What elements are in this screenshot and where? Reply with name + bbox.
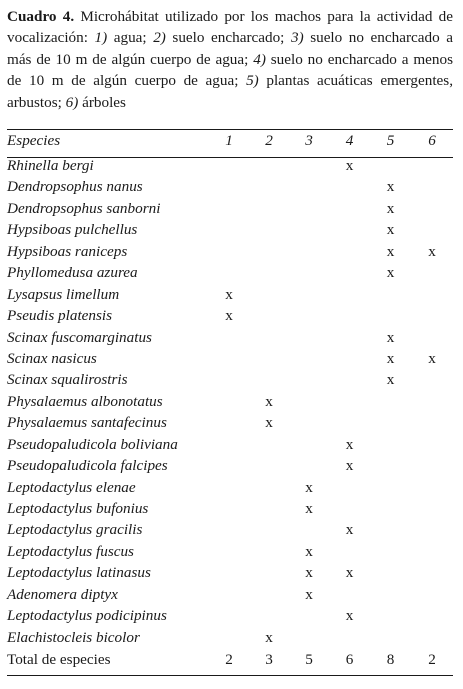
table-row bbox=[7, 541, 453, 562]
species-name: Rhinella bergi bbox=[7, 157, 94, 174]
presence-mark: x bbox=[345, 435, 354, 453]
species-name: Leptodactylus elenae bbox=[7, 478, 136, 496]
column-header-1: 1 bbox=[225, 132, 233, 149]
caption-item-text: suelo no encharcado a menos de 10 m de algún cuerpo de agua; bbox=[7, 50, 454, 90]
empty-cell bbox=[209, 327, 249, 348]
species-name: Dendropsophus nanus bbox=[7, 178, 143, 196]
empty-cell bbox=[411, 284, 453, 305]
empty-cell bbox=[411, 541, 453, 562]
empty-cell bbox=[249, 219, 289, 240]
caption-item-text: suelo encharcado; bbox=[165, 29, 291, 47]
empty-cell bbox=[370, 412, 411, 433]
total-count: 3 bbox=[265, 651, 273, 669]
species-name: Scinax fuscomarginatus bbox=[7, 328, 152, 346]
empty-cell bbox=[249, 176, 289, 197]
presence-mark: x bbox=[428, 242, 436, 260]
empty-cell bbox=[209, 455, 249, 476]
caption-item-number: 1) bbox=[94, 29, 108, 47]
presence-mark: x bbox=[305, 585, 313, 603]
empty-cell bbox=[370, 605, 411, 626]
microhabitat-table bbox=[7, 132, 453, 672]
species-name: Hypsiboas pulchellus bbox=[7, 221, 138, 239]
empty-cell bbox=[289, 176, 329, 197]
table-row bbox=[7, 284, 453, 305]
empty-cell bbox=[289, 284, 329, 305]
table-row bbox=[7, 176, 453, 197]
presence-mark: x bbox=[386, 221, 395, 239]
presence-mark: x bbox=[305, 478, 313, 496]
species-name: Pseudopaludicola boliviana bbox=[7, 435, 178, 453]
column-header-5: 5 bbox=[386, 132, 395, 149]
empty-cell bbox=[411, 605, 453, 626]
species-name: Leptodactylus latinasus bbox=[7, 564, 151, 582]
empty-cell bbox=[289, 198, 329, 219]
presence-mark: x bbox=[386, 178, 395, 196]
empty-cell bbox=[329, 241, 370, 262]
empty-cell bbox=[249, 541, 289, 562]
table-row bbox=[7, 262, 453, 283]
presence-mark: x bbox=[305, 500, 313, 517]
empty-cell bbox=[209, 155, 249, 176]
table-row bbox=[7, 241, 453, 262]
empty-cell bbox=[249, 562, 289, 583]
table-row bbox=[7, 498, 453, 519]
table-bottom-rule bbox=[7, 675, 453, 676]
empty-cell bbox=[329, 498, 370, 519]
empty-cell bbox=[329, 541, 370, 562]
empty-cell bbox=[289, 455, 329, 476]
empty-cell bbox=[289, 412, 329, 433]
empty-cell bbox=[329, 219, 370, 240]
empty-cell bbox=[209, 262, 249, 283]
species-name: Leptodactylus fuscus bbox=[7, 542, 134, 560]
empty-cell bbox=[329, 305, 370, 326]
empty-cell bbox=[249, 327, 289, 348]
empty-cell bbox=[209, 627, 249, 648]
species-name: Lysapsus limellum bbox=[7, 285, 120, 303]
column-header-2: 2 bbox=[265, 132, 273, 149]
empty-cell bbox=[249, 434, 289, 455]
empty-cell bbox=[370, 627, 411, 648]
total-row bbox=[7, 648, 453, 672]
empty-cell bbox=[209, 176, 249, 197]
table-row bbox=[7, 155, 453, 176]
empty-cell bbox=[249, 605, 289, 626]
empty-cell bbox=[249, 477, 289, 498]
empty-cell bbox=[209, 519, 249, 540]
species-name: Phyllomedusa azurea bbox=[7, 264, 138, 282]
species-name: Leptodactylus podicipinus bbox=[7, 607, 167, 625]
presence-mark: x bbox=[265, 628, 273, 646]
empty-cell bbox=[370, 305, 411, 326]
empty-cell bbox=[329, 262, 370, 283]
empty-cell bbox=[329, 627, 370, 648]
empty-cell bbox=[370, 562, 411, 583]
empty-cell bbox=[411, 305, 453, 326]
empty-cell bbox=[370, 284, 411, 305]
empty-cell bbox=[329, 176, 370, 197]
empty-cell bbox=[209, 605, 249, 626]
presence-mark: x bbox=[386, 328, 395, 346]
presence-mark: x bbox=[386, 264, 395, 282]
table-row bbox=[7, 562, 453, 583]
empty-cell bbox=[289, 519, 329, 540]
caption-item-number: 4) bbox=[253, 50, 266, 68]
empty-cell bbox=[289, 369, 329, 390]
empty-cell bbox=[289, 219, 329, 240]
caption-item-number: 5) bbox=[246, 72, 259, 90]
total-count: 2 bbox=[428, 651, 436, 669]
total-count: 5 bbox=[305, 651, 313, 669]
empty-cell bbox=[249, 519, 289, 540]
empty-cell bbox=[329, 198, 370, 219]
species-name: Physalaemus santafecinus bbox=[7, 414, 167, 432]
empty-cell bbox=[411, 327, 453, 348]
species-name: Elachistocleis bicolor bbox=[7, 628, 140, 646]
table-row bbox=[7, 605, 453, 626]
empty-cell bbox=[370, 155, 411, 176]
empty-cell bbox=[209, 434, 249, 455]
empty-cell bbox=[249, 305, 289, 326]
empty-cell bbox=[411, 498, 453, 519]
total-count: 2 bbox=[225, 651, 233, 669]
empty-cell bbox=[329, 584, 370, 605]
empty-cell bbox=[289, 391, 329, 412]
species-name: Leptodactylus bufonius bbox=[7, 500, 149, 517]
table-row bbox=[7, 584, 453, 605]
table-row bbox=[7, 305, 453, 326]
empty-cell bbox=[249, 584, 289, 605]
table-caption bbox=[7, 6, 453, 113]
empty-cell bbox=[329, 391, 370, 412]
empty-cell bbox=[370, 391, 411, 412]
caption-label: Cuadro 4. bbox=[7, 8, 75, 25]
empty-cell bbox=[209, 391, 249, 412]
empty-cell bbox=[370, 584, 411, 605]
table-row bbox=[7, 327, 453, 348]
table-row bbox=[7, 412, 453, 433]
presence-mark: x bbox=[386, 371, 395, 389]
empty-cell bbox=[249, 198, 289, 219]
presence-mark: x bbox=[345, 564, 354, 582]
empty-cell bbox=[370, 477, 411, 498]
presence-mark: x bbox=[345, 607, 354, 625]
empty-cell bbox=[411, 198, 453, 219]
total-label: Total de especies bbox=[7, 651, 111, 669]
empty-cell bbox=[411, 219, 453, 240]
caption-item-number: 3) bbox=[290, 29, 304, 47]
empty-cell bbox=[289, 434, 329, 455]
empty-cell bbox=[209, 477, 249, 498]
caption-item-number: 6) bbox=[65, 93, 79, 111]
empty-cell bbox=[329, 369, 370, 390]
empty-cell bbox=[411, 455, 453, 476]
column-header-3: 3 bbox=[305, 132, 313, 149]
table-row bbox=[7, 455, 453, 476]
presence-mark: x bbox=[386, 199, 395, 217]
empty-cell bbox=[289, 327, 329, 348]
species-name: Hypsiboas raniceps bbox=[7, 242, 128, 260]
empty-cell bbox=[411, 562, 453, 583]
empty-cell bbox=[411, 369, 453, 390]
empty-cell bbox=[411, 176, 453, 197]
empty-cell bbox=[370, 498, 411, 519]
empty-cell bbox=[289, 305, 329, 326]
table-row bbox=[7, 391, 453, 412]
empty-cell bbox=[209, 541, 249, 562]
table-top-rule bbox=[7, 129, 453, 130]
species-name: Pseudopaludicola falcipes bbox=[7, 457, 168, 475]
empty-cell bbox=[249, 262, 289, 283]
empty-cell bbox=[209, 198, 249, 219]
presence-mark: x bbox=[386, 242, 395, 260]
empty-cell bbox=[289, 627, 329, 648]
empty-cell bbox=[209, 219, 249, 240]
column-header-6: 6 bbox=[428, 132, 436, 149]
species-column-header: Especies bbox=[7, 132, 61, 149]
presence-mark: x bbox=[225, 285, 233, 303]
empty-cell bbox=[209, 498, 249, 519]
species-name: Scinax squalirostris bbox=[7, 371, 128, 389]
column-header-4: 4 bbox=[345, 132, 354, 149]
empty-cell bbox=[249, 284, 289, 305]
empty-cell bbox=[411, 477, 453, 498]
empty-cell bbox=[209, 369, 249, 390]
presence-mark: x bbox=[305, 564, 313, 582]
presence-mark: x bbox=[305, 542, 313, 560]
empty-cell bbox=[209, 348, 249, 369]
caption-item-text: plantas acuáticas emergentes, arbustos; bbox=[7, 72, 453, 111]
empty-cell bbox=[329, 477, 370, 498]
header-row bbox=[7, 132, 453, 155]
table-row bbox=[7, 627, 453, 648]
empty-cell bbox=[411, 519, 453, 540]
species-name: Leptodactylus gracilis bbox=[7, 521, 143, 539]
empty-cell bbox=[209, 562, 249, 583]
empty-cell bbox=[249, 498, 289, 519]
presence-mark: x bbox=[386, 349, 395, 367]
empty-cell bbox=[209, 412, 249, 433]
empty-cell bbox=[411, 584, 453, 605]
empty-cell bbox=[411, 434, 453, 455]
total-count: 6 bbox=[345, 651, 354, 669]
table-row bbox=[7, 519, 453, 540]
empty-cell bbox=[329, 348, 370, 369]
caption-item-number: 2) bbox=[153, 29, 166, 47]
table-body bbox=[7, 155, 453, 672]
empty-cell bbox=[289, 241, 329, 262]
empty-cell bbox=[411, 262, 453, 283]
presence-mark: x bbox=[345, 157, 354, 174]
table-row bbox=[7, 198, 453, 219]
empty-cell bbox=[249, 348, 289, 369]
empty-cell bbox=[249, 455, 289, 476]
species-name: Scinax nasicus bbox=[7, 349, 97, 367]
presence-mark: x bbox=[345, 521, 354, 539]
empty-cell bbox=[209, 241, 249, 262]
caption-item-text: suelo no encharcado a más de 10 m de algún cuerpo de agua; bbox=[7, 29, 453, 68]
empty-cell bbox=[370, 541, 411, 562]
presence-mark: x bbox=[265, 414, 273, 432]
empty-cell bbox=[411, 155, 453, 176]
empty-cell bbox=[289, 348, 329, 369]
total-count: 8 bbox=[386, 651, 395, 669]
caption-item-text: agua; bbox=[107, 29, 154, 47]
empty-cell bbox=[411, 627, 453, 648]
presence-mark: x bbox=[265, 392, 273, 410]
presence-mark: x bbox=[225, 307, 233, 325]
presence-mark: x bbox=[345, 457, 354, 475]
empty-cell bbox=[411, 412, 453, 433]
empty-cell bbox=[209, 584, 249, 605]
empty-cell bbox=[329, 412, 370, 433]
table-row bbox=[7, 434, 453, 455]
species-name: Dendropsophus sanborni bbox=[7, 199, 161, 217]
empty-cell bbox=[249, 155, 289, 176]
empty-cell bbox=[329, 284, 370, 305]
empty-cell bbox=[411, 391, 453, 412]
empty-cell bbox=[289, 605, 329, 626]
presence-mark: x bbox=[428, 349, 436, 367]
table-row bbox=[7, 348, 453, 369]
empty-cell bbox=[329, 327, 370, 348]
empty-cell bbox=[370, 434, 411, 455]
species-name: Physalaemus albonotatus bbox=[7, 392, 163, 410]
table-row bbox=[7, 219, 453, 240]
table-row bbox=[7, 369, 453, 390]
caption-intro: Microhábitat utilizado por los machos para la actividad de vocalización: bbox=[7, 8, 454, 47]
table-row bbox=[7, 477, 453, 498]
species-name: Pseudis platensis bbox=[7, 307, 113, 325]
empty-cell bbox=[289, 155, 329, 176]
empty-cell bbox=[289, 262, 329, 283]
caption-item-text: árboles bbox=[78, 93, 126, 111]
species-name: Adenomera diptyx bbox=[7, 585, 118, 603]
empty-cell bbox=[249, 369, 289, 390]
empty-cell bbox=[370, 519, 411, 540]
empty-cell bbox=[249, 241, 289, 262]
empty-cell bbox=[370, 455, 411, 476]
